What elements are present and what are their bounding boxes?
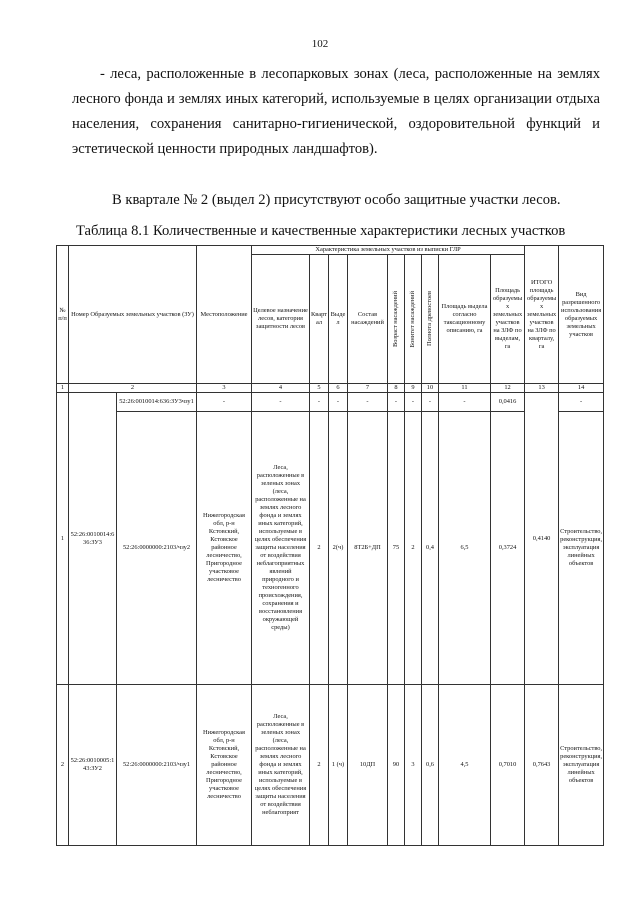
table-caption: Таблица 8.1 Количественные и качественные характеристики лесных участков <box>76 223 566 239</box>
header-use-type: Вид разрешенного использования образуемых земельных участков <box>559 246 604 384</box>
cell-kvartal: - <box>310 393 329 412</box>
header-bonitet <box>405 255 422 384</box>
cell-zu: 52:26:0010014:636:ЗУ3 <box>69 393 117 685</box>
cell-kvartal: 2 <box>310 412 329 685</box>
cell-composition: - <box>348 393 388 412</box>
header-area-zu: Площадь образуемых земельных участков на ЗЛФ по выделам, га <box>491 255 525 384</box>
header-location: Местоположение <box>197 246 252 384</box>
cell-sub: 52:26:0000000:2103/чзу1 <box>117 685 197 846</box>
cell-use-type: - <box>559 393 604 412</box>
col-num: 9 <box>405 384 422 393</box>
cell-area-zu: 0,7010 <box>491 685 525 846</box>
body-statement: В квартале № 2 (выдел 2) присутствуют особо защитные участки лесов. <box>112 192 561 208</box>
header-density-text: Полнота древостоев <box>426 291 433 347</box>
cell-area-vydel: - <box>439 393 491 412</box>
col-num: 11 <box>439 384 491 393</box>
cell-age: 75 <box>388 412 405 685</box>
cell-location: Нижегородская обл, р-н Кстовский, Кстовское районное лесничество, Пригородное участковое лесничество <box>197 412 252 685</box>
cell-zu: 52:26:0010005:143:ЗУ2 <box>69 685 117 846</box>
col-num: 2 <box>69 384 197 393</box>
header-vydel: Выдел <box>329 255 348 384</box>
cell-kvartal: 2 <box>310 685 329 846</box>
cell-vydel: 1 (ч) <box>329 685 348 846</box>
cell-bonitet: - <box>405 393 422 412</box>
table-row <box>57 685 604 846</box>
col-num: 4 <box>252 384 310 393</box>
col-num: 12 <box>491 384 525 393</box>
table-row <box>57 393 604 412</box>
cell-vydel: 2(ч) <box>329 412 348 685</box>
header-group: Характеристика земельных участков из выписки ГЛР <box>252 246 525 255</box>
cell-density: 0,6 <box>422 685 439 846</box>
cell-area-zu: 0,3724 <box>491 412 525 685</box>
cell-vydel: - <box>329 393 348 412</box>
body-paragraph: - леса, расположенные в лесопарковых зонах (леса, расположенные на землях лесного фонда и землях иных категорий, используемые в целях организации отдыха населения, сохранения санитарно-гигиенической, оздоровительной функций и эстетической ценности природных ландшафтов). <box>72 66 600 157</box>
header-area-vydel: Площадь выдела согласно таксационному описанию, га <box>439 255 491 384</box>
col-num: 5 <box>310 384 329 393</box>
header-bonitet-text: Бонитет насаждений <box>409 290 416 348</box>
col-num: 8 <box>388 384 405 393</box>
cell-total: 0,7643 <box>525 685 559 846</box>
cell-age: - <box>388 393 405 412</box>
header-age-text: Возраст насаждений <box>392 290 399 347</box>
header-age <box>388 255 405 384</box>
cell-area-vydel: 6,5 <box>439 412 491 685</box>
col-num: 7 <box>348 384 388 393</box>
cell-use-type: Строительство, реконструкция, эксплуатация линейных объектов <box>559 412 604 685</box>
cell-purpose: Леса, расположенные в зеленых зонах (леса, расположенные на землях лесного фонда и землях иных категорий, используемые в целях обеспечения защиты населения от воздействия неблагоприятных явлений природного и техногенного происхождения, сохранения и восстановления окружающей среды) <box>252 412 310 685</box>
cell-age: 90 <box>388 685 405 846</box>
cell-composition: 8Т2Б+ДП <box>348 412 388 685</box>
table-row <box>57 412 604 685</box>
cell-purpose: Леса, расположенные в зеленых зонах (леса, расположенные на землях лесного фонда и землях иных категорий, используемые в целях обеспечения защиты населения от воздействия неблагоприят <box>252 685 310 846</box>
col-num: 6 <box>329 384 348 393</box>
cell-use-type: Строительство, реконструкция, эксплуатация линейных объектов <box>559 685 604 846</box>
header-total: ИТОГО площадь образуемых земельных участков на ЗЛФ по кварталу, га <box>525 246 559 384</box>
col-num: 3 <box>197 384 252 393</box>
cell-area-zu: 0,0416 <box>491 393 525 412</box>
forest-plots-table <box>56 245 604 846</box>
header-kvartal: Квартал <box>310 255 329 384</box>
header-density <box>422 255 439 384</box>
cell-sub: 52:26:0010014:636:ЗУ3чзу1 <box>117 393 197 412</box>
page-number: 102 <box>311 38 329 50</box>
col-num: 13 <box>525 384 559 393</box>
cell-total: 0,4140 <box>525 393 559 685</box>
cell-sub: 52:26:0000000:2103/чзу2 <box>117 412 197 685</box>
cell-composition: 10ДП <box>348 685 388 846</box>
header-zu: Номер Образуемых земельных участков (ЗУ) <box>69 246 197 384</box>
cell-purpose: - <box>252 393 310 412</box>
col-num: 1 <box>57 384 69 393</box>
header-n: № п/п <box>57 246 69 384</box>
col-num: 14 <box>559 384 604 393</box>
cell-location: Нижегородская обл, р-н Кстовский, Кстовское районное лесничество, Пригородное участковое лесничество <box>197 685 252 846</box>
cell-bonitet: 2 <box>405 412 422 685</box>
col-num: 10 <box>422 384 439 393</box>
column-number-row <box>57 384 604 393</box>
header-composition: Состав насаждений <box>348 255 388 384</box>
cell-n: 2 <box>57 685 69 846</box>
header-purpose: Целевое назначение лесов, категория защитности лесов <box>252 255 310 384</box>
cell-area-vydel: 4,5 <box>439 685 491 846</box>
cell-bonitet: 3 <box>405 685 422 846</box>
cell-density: 0,4 <box>422 412 439 685</box>
cell-n: 1 <box>57 393 69 685</box>
cell-density: - <box>422 393 439 412</box>
cell-location: - <box>197 393 252 412</box>
